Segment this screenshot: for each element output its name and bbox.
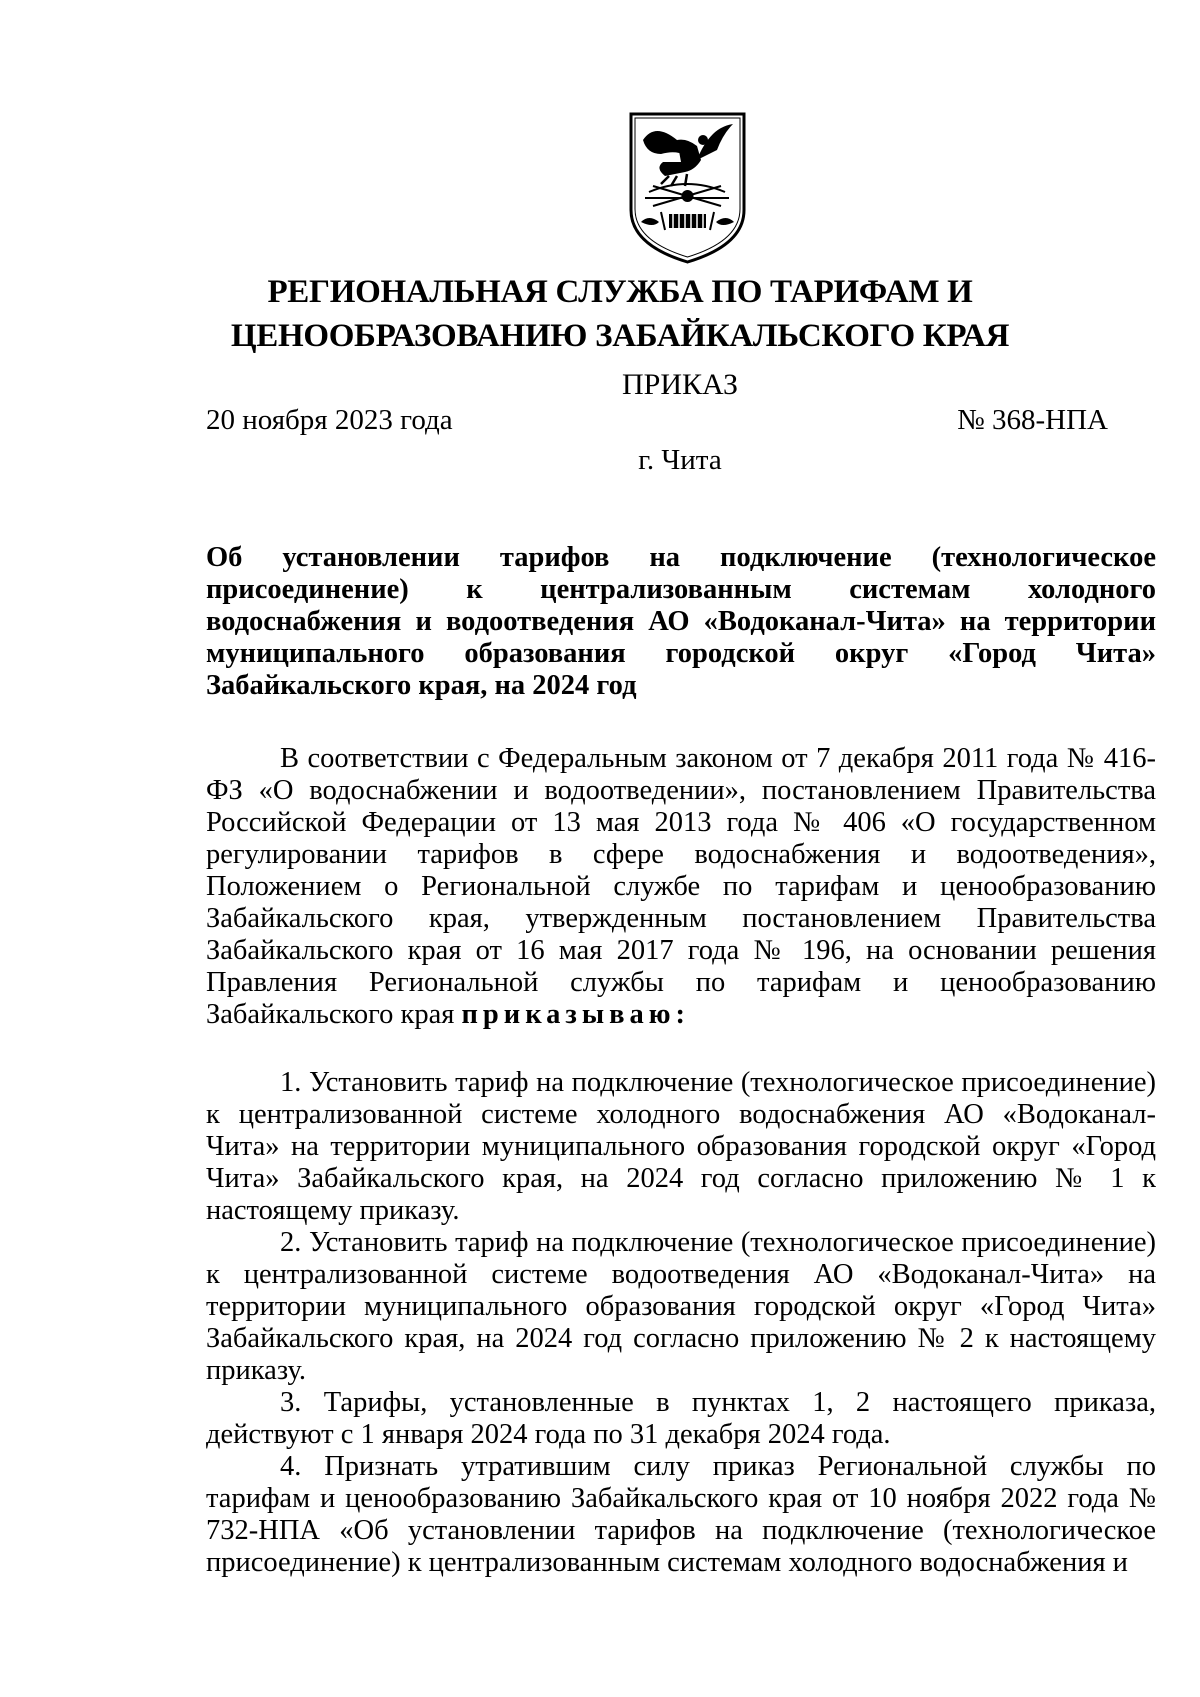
order-word: приказываю:: [461, 999, 691, 1030]
document-title: Об установлении тарифов на подключение (технологическое присоединение) к централизованным системам холодного водоснабжения и водоотведения АО «Водоканал-Чита» на территории муниципального образования городской округ «Город Чита» Забайкальского края, на 2024 год: [206, 542, 1156, 701]
coat-of-arms-icon: [625, 110, 750, 265]
preamble-text: В соответствии с Федеральным законом от 7 декабря 2011 года № 416-ФЗ «О водоснабжении и водоотведении», постановлением Правительства Российской Федерации от 13 мая 2013 года № 406 «О государственном регулировании тарифов в сфере водоснабжения и водоотведения», Положением о Региональной службе по тарифам и ценообразованию Забайкальского края, утвержденным постановлением Правительства Забайкальского края от 16 мая 2017 года № 196, на основании решения Правления Региональной службы по тарифам и ценообразованию Забайкальского края: [206, 743, 1156, 1030]
order-item-1: 1. Установить тариф на подключение (технологическое присоединение) к централизованной системе холодного водоснабжения АО «Водоканал-Чита» на территории муниципального образования городской округ «Город Чита» Забайкальского края, на 2024 год согласно приложению № 1 к настоящему приказу.: [206, 1067, 1156, 1226]
document-body: [206, 743, 1156, 1579]
order-item-2: 2. Установить тариф на подключение (технологическое присоединение) к централизованной системе водоотведения АО «Водоканал-Чита» на территории муниципального образования городской округ «Город Чита» Забайкальского края, на 2024 год согласно приложению № 2 к настоящему приказу.: [206, 1227, 1156, 1386]
organization-name-line-2: ЦЕНООБРАЗОВАНИЮ ЗАБАЙКАЛЬСКОГО КРАЯ: [230, 318, 1010, 354]
order-item-3: 3. Тарифы, установленные в пунктах 1, 2 настоящего приказа, действуют с 1 января 2024 года по 31 декабря 2024 года.: [206, 1387, 1156, 1450]
organization-name: [200, 270, 1040, 358]
preamble-paragraph: [206, 743, 1156, 1031]
organization-name-line-1: РЕГИОНАЛЬНАЯ СЛУЖБА ПО ТАРИФАМ И: [267, 274, 973, 310]
document-date: 20 ноября 2023 года: [206, 404, 453, 436]
document-type: ПРИКАЗ: [622, 368, 738, 401]
document-number: № 368-НПА: [957, 404, 1108, 436]
paragraph-spacer: [206, 1031, 1156, 1067]
order-item-4: 4. Признать утратившим силу приказ Региональной службы по тарифам и ценообразованию Забайкальского края от 10 ноября 2022 года № 732-НПА «Об установлении тарифов на подключение (технологическое присоединение) к централизованным системам холодного водоснабжения и: [206, 1451, 1156, 1578]
document-city: г. Чита: [638, 444, 722, 476]
